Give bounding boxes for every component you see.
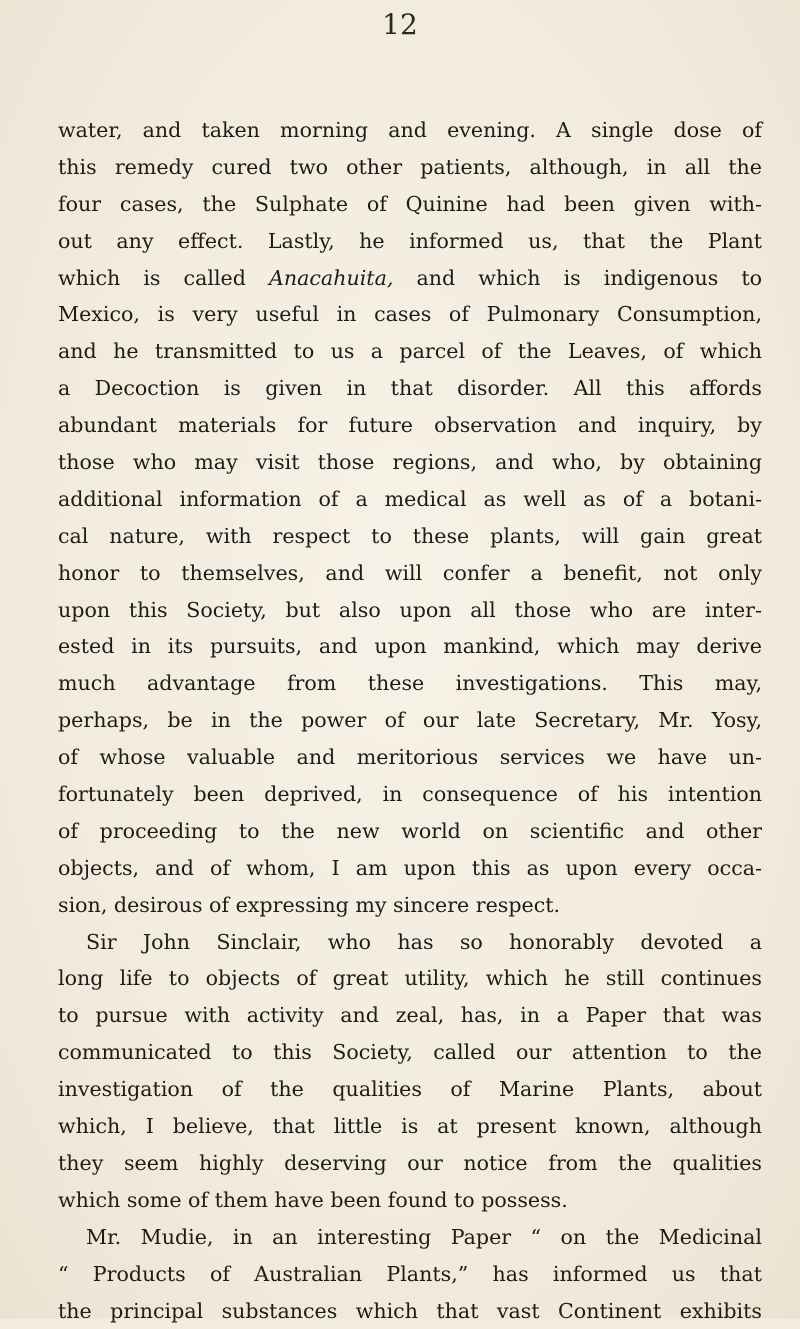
text-line: upon this Society, but also upon all those who are inter-	[58, 592, 762, 629]
text-line: of whose valuable and meritorious services we have un-	[58, 739, 762, 776]
text-line: out any effect. Lastly, he informed us, that the Plant	[58, 223, 762, 260]
text-line: and he transmitted to us a parcel of the Leaves, of which	[58, 333, 762, 370]
page-number: 12	[0, 8, 800, 41]
text-line: additional information of a medical as well as of a botani-	[58, 481, 762, 518]
text-line: which some of them have been found to possess.	[58, 1182, 762, 1219]
text-line: cal nature, with respect to these plants, will gain great	[58, 518, 762, 555]
text-line: fortunately been deprived, in consequence of his intention	[58, 776, 762, 813]
text-line: Mr. Mudie, in an interesting Paper “ on the Medicinal	[58, 1219, 762, 1256]
text-line: which, I believe, that little is at present known, although	[58, 1108, 762, 1145]
italic-plant-name: Anacahuita,	[269, 266, 393, 290]
text-line: a Decoction is given in that disorder. All this affords	[58, 370, 762, 407]
text-line: those who may visit those regions, and who, by obtaining	[58, 444, 762, 481]
text-line: they seem highly deserving our notice from the qualities	[58, 1145, 762, 1182]
text-line: sion, desirous of expressing my sincere respect.	[58, 887, 762, 924]
text-line: of proceeding to the new world on scientific and other	[58, 813, 762, 850]
text-line-segment: and which is indigenous to	[393, 266, 762, 290]
body-text	[58, 112, 762, 1329]
text-line: long life to objects of great utility, which he still continues	[58, 960, 762, 997]
text-line: water, and taken morning and evening. A single dose of	[58, 112, 762, 149]
text-line-segment: which is called	[58, 266, 269, 290]
text-line: ested in its pursuits, and upon mankind, which may derive	[58, 628, 762, 665]
text-line: four cases, the Sulphate of Quinine had been given with-	[58, 186, 762, 223]
text-line: this remedy cured two other patients, although, in all the	[58, 149, 762, 186]
text-line: honor to themselves, and will confer a benefit, not only	[58, 555, 762, 592]
text-line: perhaps, be in the power of our late Secretary, Mr. Yosy,	[58, 702, 762, 739]
text-line: much advantage from these investigations. This may,	[58, 665, 762, 702]
text-line: communicated to this Society, called our attention to the	[58, 1034, 762, 1071]
text-line: investigation of the qualities of Marine Plants, about	[58, 1071, 762, 1108]
text-line: “ Products of Australian Plants,” has informed us that	[58, 1256, 762, 1293]
text-line: Mexico, is very useful in cases of Pulmonary Consumption,	[58, 296, 762, 333]
text-line: abundant materials for future observation and inquiry, by	[58, 407, 762, 444]
text-line	[58, 260, 762, 297]
text-line: objects, and of whom, I am upon this as upon every occa-	[58, 850, 762, 887]
text-line: Sir John Sinclair, who has so honorably devoted a	[58, 924, 762, 961]
text-line: to pursue with activity and zeal, has, in a Paper that was	[58, 997, 762, 1034]
text-line: the principal substances which that vast Continent exhibits	[58, 1293, 762, 1329]
